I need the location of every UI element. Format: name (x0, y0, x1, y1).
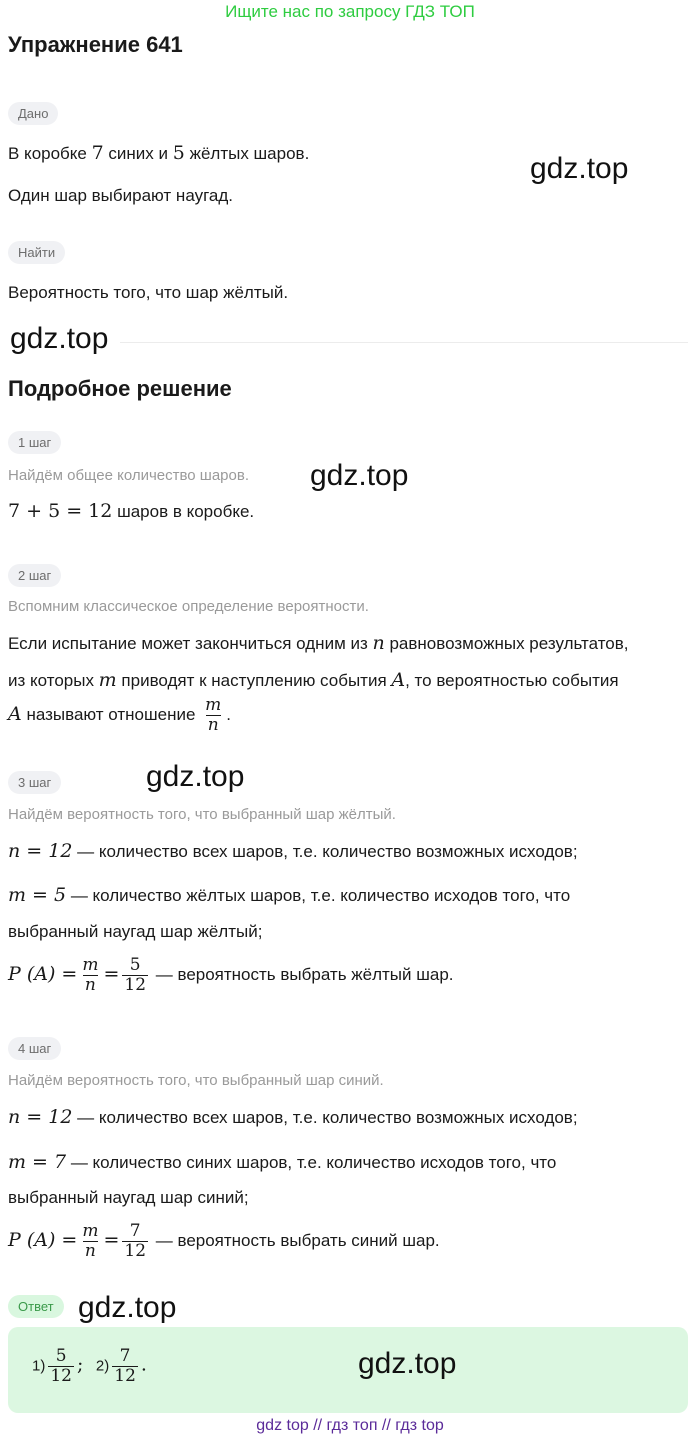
step-3-hint: Найдём вероятность того, что выбранный шар жёлтый. (8, 806, 396, 823)
probability-lhs: P (A) = (8, 962, 78, 985)
step-4-hint: Найдём вероятность того, что выбранный шар синий. (8, 1072, 384, 1089)
fraction-7-12 (122, 1222, 148, 1261)
answer-1-fraction (48, 1347, 74, 1386)
step-2-badge-wrap (8, 564, 61, 587)
step-2-hint: Вспомним классическое определение вероятности. (8, 598, 369, 615)
step-2-line-1 (8, 632, 629, 654)
fraction-denominator: 12 (114, 1366, 136, 1386)
step-3-label: 3 шаг (8, 771, 61, 794)
fraction-numerator: 7 (129, 1221, 141, 1241)
step-2-text: из которых (8, 671, 99, 690)
section-divider (120, 342, 688, 343)
answer-2-prefix: 2) (95, 1357, 110, 1375)
step-1-line (8, 500, 254, 522)
fraction-numerator: m (82, 1221, 99, 1241)
answer-label: Ответ (8, 1295, 64, 1318)
step-4-text: — количество всех шаров, т.е. количество возможных исходов; (72, 1108, 578, 1127)
step-3-text: — количество жёлтых шаров, т.е. количество исходов того, что (66, 886, 571, 905)
step-3-line-3: выбранный наугад шар жёлтый; (8, 922, 263, 941)
given-line-2: Один шар выбирают наугад. (8, 186, 234, 205)
fraction-denominator: 12 (124, 1241, 147, 1261)
step-4-badge-wrap (8, 1037, 61, 1060)
fraction-numerator: m (205, 695, 222, 715)
given-num-yellow: 5 (172, 142, 185, 164)
fraction-m-n (80, 956, 100, 995)
step-1-label: 1 шаг (8, 431, 61, 454)
answer-end: . (140, 1353, 147, 1376)
solution-title: Подробное решение (8, 376, 232, 401)
watermark: gdz.top (310, 459, 409, 492)
fraction-m-n (203, 696, 223, 735)
fraction-numerator: m (82, 955, 99, 975)
find-label: Найти (8, 241, 65, 264)
fraction-5-12 (122, 956, 148, 995)
formula-n: n = 12 (8, 840, 73, 862)
watermark: gdz.top (78, 1291, 177, 1324)
fraction-m-n (80, 1222, 100, 1261)
step-2-text: . (226, 704, 232, 724)
step-2-text: Если испытание может закончиться одним из (8, 634, 373, 653)
answer-2-fraction (112, 1347, 138, 1386)
step-3-probability (8, 956, 454, 995)
step-1-hint: Найдём общее количество шаров. (8, 467, 249, 484)
step-2-label: 2 шаг (8, 564, 61, 587)
given-text-pre: В коробке (8, 144, 92, 163)
step-2-line-3 (8, 696, 231, 735)
promo-banner: Ищите нас по запросу ГДЗ ТОП (225, 2, 475, 21)
given-text-mid: синих и (103, 144, 173, 163)
given-num-blue: 7 (91, 142, 104, 164)
watermark: gdz.top (146, 760, 245, 793)
watermark: gdz.top (358, 1347, 457, 1380)
equals-sign: = (103, 1228, 120, 1251)
step-4-line-3: выбранный наугад шар синий; (8, 1188, 249, 1207)
formula-m: m = 5 (8, 884, 67, 906)
step-1-text: шаров в коробке. (112, 502, 255, 521)
step-4-line-2 (8, 1151, 556, 1173)
step-2-line-2 (8, 669, 619, 691)
equals-sign: = (103, 962, 120, 985)
find-section (8, 241, 65, 264)
footer-links: gdz top // гдз топ // гдз top (256, 1417, 444, 1434)
step-3-line-2 (8, 884, 570, 906)
fraction-numerator: 7 (119, 1346, 131, 1366)
step-4-line-1 (8, 1106, 578, 1128)
step-2-text: называют отношение (21, 704, 201, 724)
var-m: m (98, 669, 117, 691)
answer-1-prefix: 1) (32, 1357, 46, 1375)
step-3-line-1 (8, 840, 578, 862)
step-2-text: равновозможных результатов, (384, 634, 629, 653)
watermark: gdz.top (530, 152, 629, 185)
step-3-badge-wrap (8, 771, 61, 794)
fraction-denominator: n (84, 975, 96, 995)
find-line-1: Вероятность того, что шар жёлтый. (8, 283, 289, 302)
step-3-text: — количество всех шаров, т.е. количество возможных исходов; (72, 842, 578, 861)
given-label: Дано (8, 102, 58, 125)
given-line-1 (8, 142, 309, 164)
given-text-post: жёлтых шаров. (184, 144, 310, 163)
fraction-denominator: 12 (124, 975, 147, 995)
step-1-formula: 7 + 5 = 12 (8, 500, 113, 522)
step-2-text: , то вероятностью события (405, 671, 619, 690)
fraction-denominator: n (84, 1241, 96, 1261)
answer-separator: ; (76, 1353, 84, 1376)
var-n: n (372, 632, 385, 654)
step-4-text: — количество синих шаров, т.е. количество исходов того, что (66, 1153, 557, 1172)
var-a: A (391, 669, 406, 691)
exercise-title: Упражнение 641 (8, 32, 183, 57)
given-section (8, 102, 58, 125)
formula-m: m = 7 (8, 1151, 67, 1173)
step-3-text: — вероятность выбрать жёлтый шар. (151, 964, 454, 984)
answer-line (32, 1347, 147, 1386)
var-a: A (8, 702, 22, 725)
step-4-text: — вероятность выбрать синий шар. (151, 1230, 440, 1250)
formula-n: n = 12 (8, 1106, 73, 1128)
fraction-denominator: n (207, 715, 219, 735)
watermark: gdz.top (10, 322, 109, 355)
fraction-numerator: 5 (55, 1346, 67, 1366)
probability-lhs: P (A) = (8, 1228, 78, 1251)
step-2-text: приводят к наступлению события (116, 671, 392, 690)
step-1-badge-wrap (8, 431, 61, 454)
step-4-label: 4 шаг (8, 1037, 61, 1060)
fraction-denominator: 12 (50, 1366, 72, 1386)
fraction-numerator: 5 (129, 955, 141, 975)
step-4-probability (8, 1222, 440, 1261)
answer-badge-wrap (8, 1295, 64, 1318)
